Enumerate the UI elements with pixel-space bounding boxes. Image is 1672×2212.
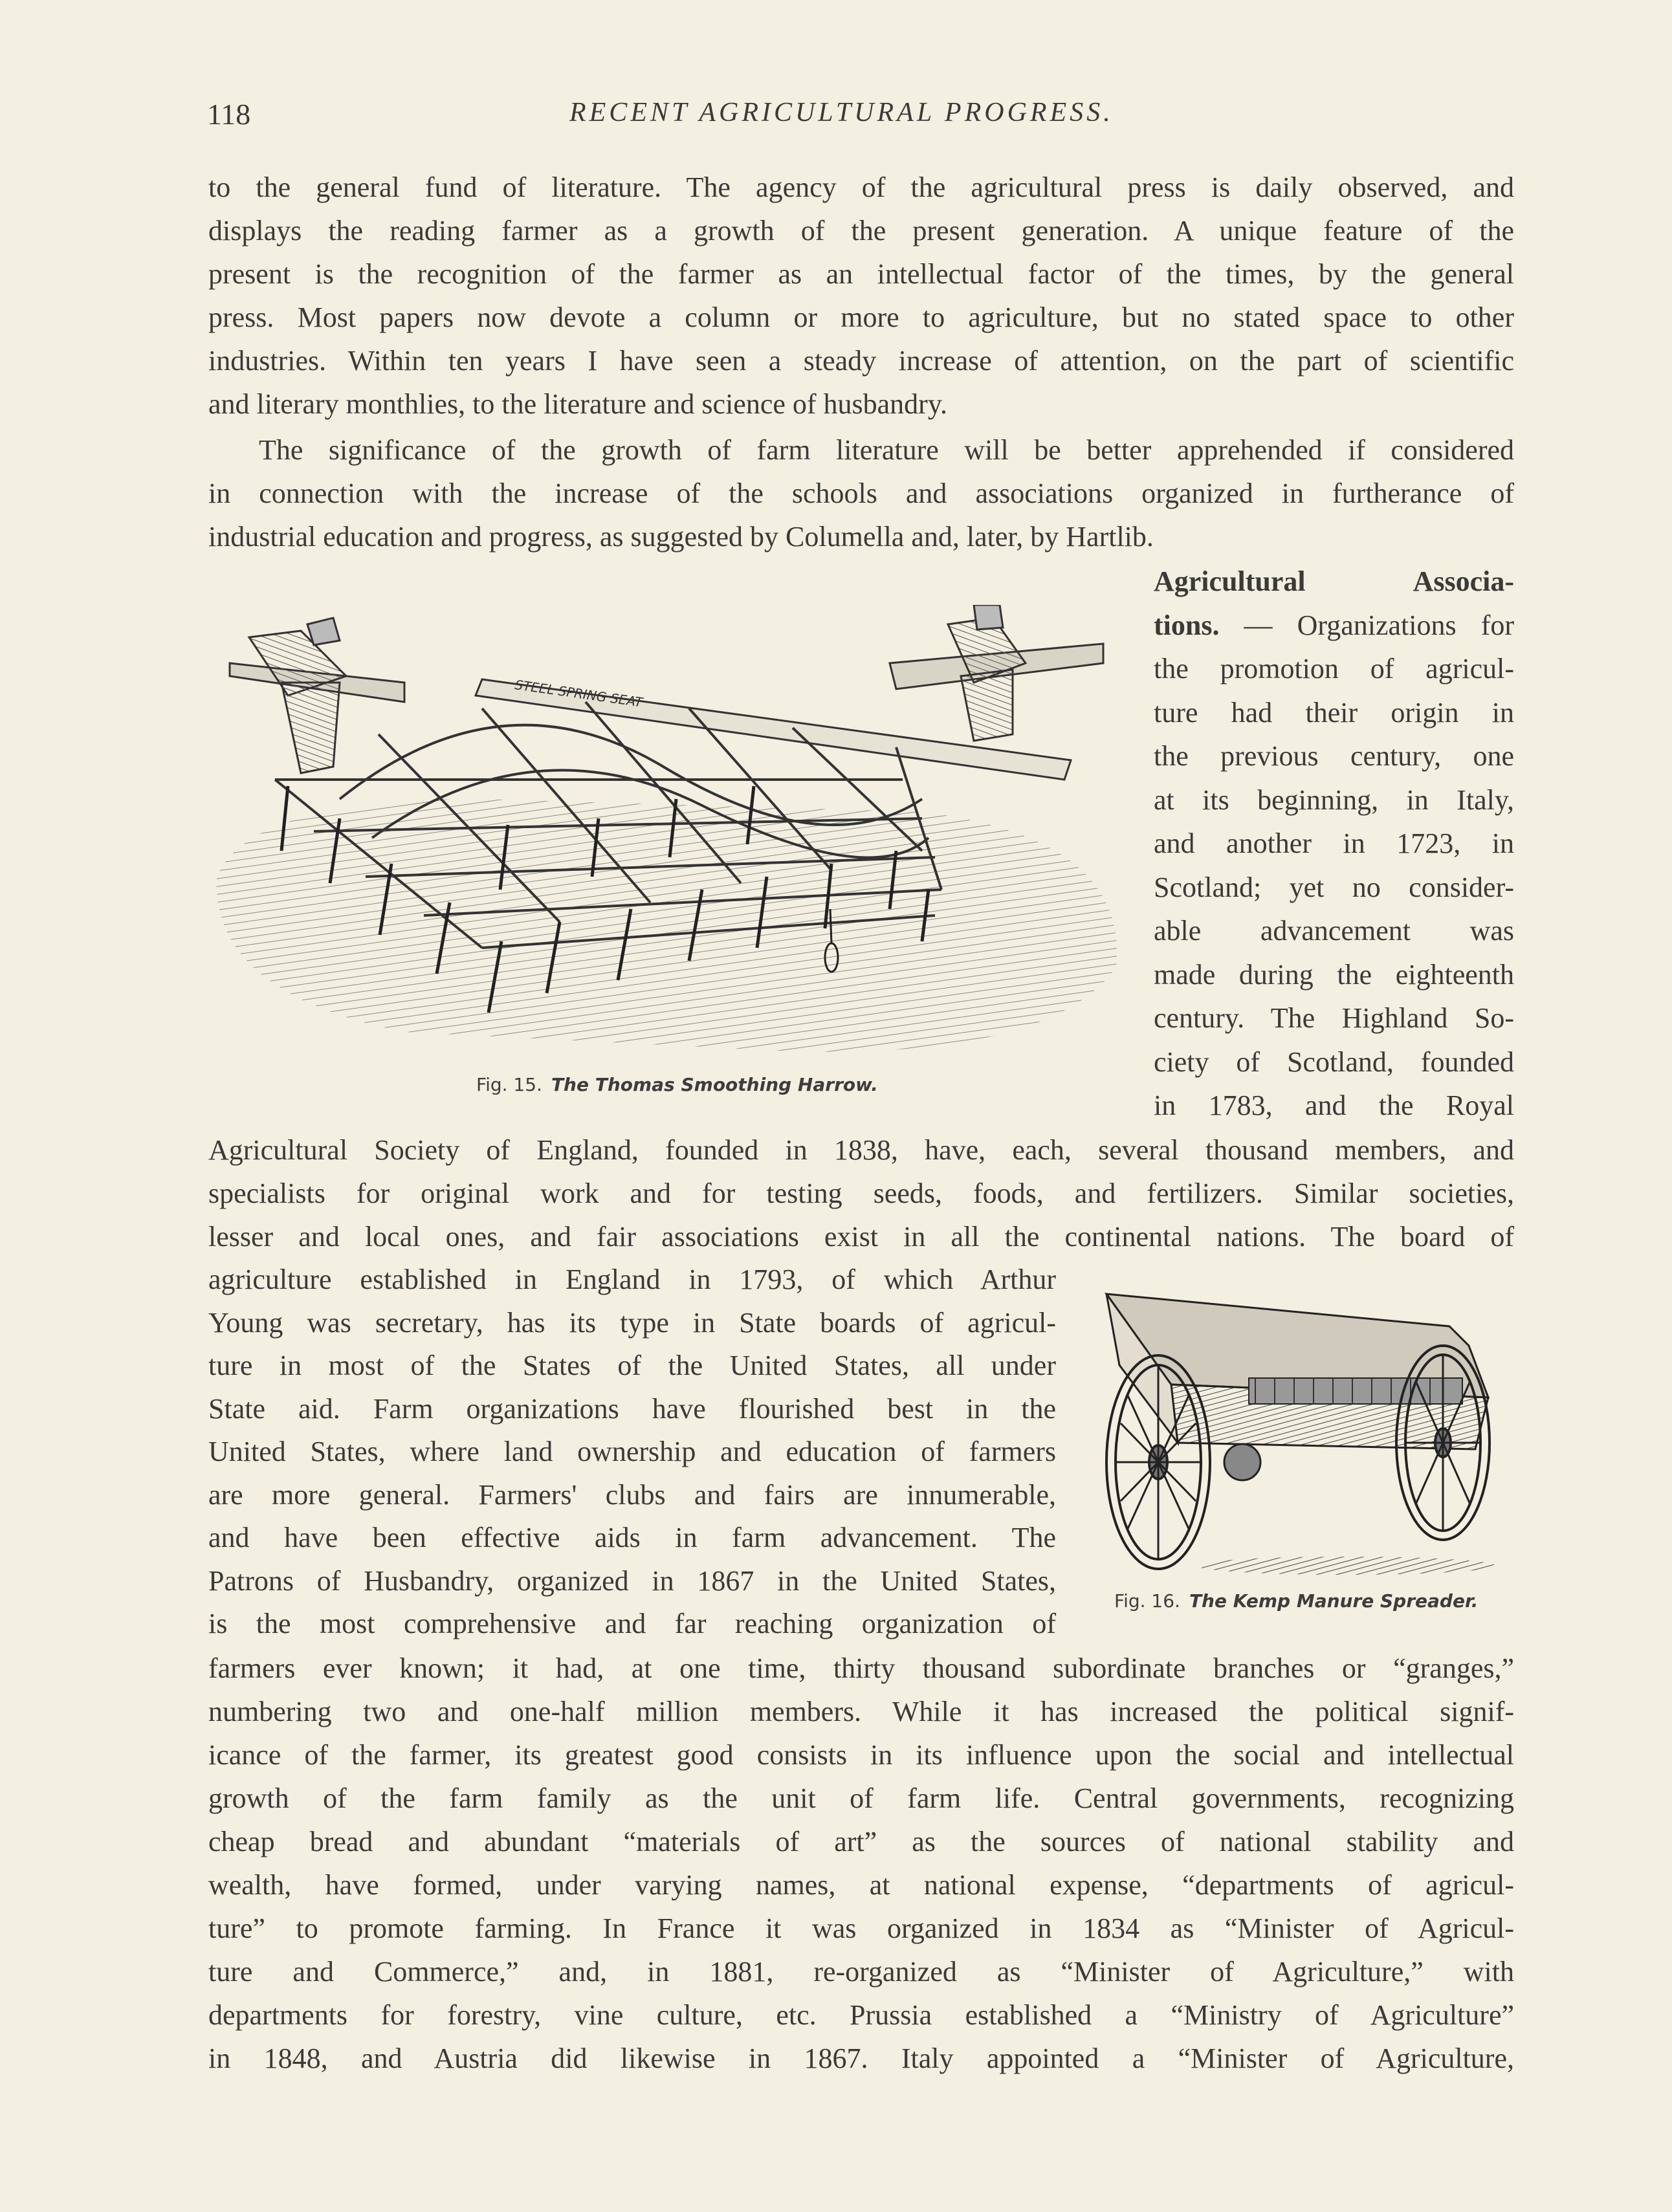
text-line: industries. Within ten years I have seen a steady increase of attention, on the part of scientific: [208, 345, 1514, 377]
text-line: Agricultural Society of England, founded in 1838, have, each, several thousand members, and: [208, 1134, 1514, 1166]
sidebar-line: in 1783, and the Royal: [1154, 1090, 1514, 1121]
text-line: Patrons of Husbandry, organized in 1867 in the United States,: [208, 1564, 1056, 1597]
paragraph-3: [208, 1128, 1514, 1258]
text-line: agriculture established in England in 1793, of which Arthur: [208, 1264, 1056, 1295]
sidebar-line: the promotion of agricul-: [1154, 653, 1514, 684]
page-number: 118: [207, 98, 251, 131]
sidebar-line: made during the eighteenth: [1154, 958, 1514, 991]
sidebar-line: ture had their origin in: [1154, 696, 1514, 728]
sidebar-line: [1154, 604, 1514, 648]
page-header: [207, 97, 1514, 136]
text-line: and have been effective aids in farm advancement. The: [208, 1522, 1056, 1553]
sidebar-heading-line: [1154, 560, 1514, 604]
text-line: ture” to promote farming. In France it was organized in 1834 as “Minister of Agricul-: [208, 1912, 1514, 1944]
sidebar-line: and another in 1723, in: [1154, 827, 1514, 859]
text-line: to the general fund of literature. The agency of the agricultural press is daily observed, and: [208, 171, 1514, 203]
text-line: specialists for original work and for testing seeds, foods, and fertilizers. Similar societies,: [208, 1177, 1514, 1209]
sidebar-line: at its beginning, in Italy,: [1154, 783, 1514, 816]
sidebar-line: able advancement was: [1154, 915, 1514, 947]
sidebar-line: Scotland; yet no consider-: [1154, 871, 1514, 903]
text-line: are more general. Farmers' clubs and fairs are innumerable,: [208, 1478, 1056, 1511]
figure-15-caption: [476, 1074, 878, 1095]
text-line: and literary monthlies, to the literature and science of husbandry.: [208, 388, 947, 420]
text-line: ture in most of the States of the United States, all under: [208, 1350, 1056, 1381]
figure-16-title: The Kemp Manure Spreader.: [1189, 1590, 1479, 1612]
running-head: RECENT AGRICULTURAL PROGRESS.: [569, 98, 1114, 127]
text-line: icance of the farmer, its greatest good consists in its influence upon the social and intellectual: [208, 1739, 1514, 1771]
sidebar-heading-cont: Associa-: [1413, 565, 1514, 597]
sidebar-heading: Agricultural: [1154, 565, 1306, 597]
sidebar-line: century. The Highland So-: [1154, 1002, 1514, 1034]
left-column-text: [208, 1258, 1056, 1646]
text-line: ture and Commerce,” and, in 1881, re-organized as “Minister of Agriculture,” with: [208, 1956, 1514, 1988]
text-line: industrial education and progress, as suggested by Columella and, later, by Hartlib.: [208, 521, 1154, 553]
sidebar-line-text: — Organizations for: [1244, 609, 1514, 641]
figure-16-number: Fig. 16.: [1114, 1590, 1180, 1612]
figure-15-title: The Thomas Smoothing Harrow.: [551, 1074, 878, 1095]
harrow-illustration: [210, 605, 1129, 1064]
text-line: numbering two and one-half million members. While it has increased the political signif-: [208, 1696, 1514, 1727]
sidebar-text-agricultural-associations: [1154, 560, 1514, 1128]
text-line: in connection with the increase of the schools and associations organized in furtherance of: [208, 477, 1514, 509]
text-line: The significance of the growth of farm literature will be better apprehended if considered: [259, 434, 1514, 466]
text-line: in 1848, and Austria did likewise in 1867. Italy appointed a “Minister of Agriculture,: [208, 2042, 1514, 2074]
paragraph-1: [208, 166, 1514, 426]
figure-16-caption: [1114, 1590, 1478, 1612]
text-line: United States, where land ownership and education of farmers: [208, 1436, 1056, 1467]
sidebar-heading-end: tions.: [1154, 609, 1220, 641]
text-line: farmers ever known; it had, at one time, thirty thousand subordinate branches or “granges,”: [208, 1652, 1514, 1684]
text-line: lesser and local ones, and fair associations exist in all the continental nations. The board of: [208, 1221, 1514, 1253]
text-line: present is the recognition of the farmer as an intellectual factor of the times, by the general: [208, 258, 1514, 290]
sidebar-line: the previous century, one: [1154, 740, 1514, 772]
text-line: growth of the farm family as the unit of farm life. Central governments, recognizing: [208, 1782, 1514, 1814]
text-line: press. Most papers now devote a column or more to agriculture, but no stated space to other: [208, 301, 1514, 333]
text-line: State aid. Farm organizations have flourished best in the: [208, 1392, 1056, 1425]
text-line: displays the reading farmer as a growth of the present generation. A unique feature of the: [208, 215, 1514, 246]
text-line: departments for forestry, vine culture, etc. Prussia established a “Ministry of Agriculture”: [208, 1999, 1514, 2031]
text-line: is the most comprehensive and far reaching organization of: [208, 1608, 1056, 1639]
sidebar-line: ciety of Scotland, founded: [1154, 1046, 1514, 1078]
text-line: wealth, have formed, under varying names, at national expense, “departments of agricul-: [208, 1869, 1514, 1901]
paragraph-2: [208, 428, 1514, 558]
seat-label: STEEL SPRING SEAT: [514, 677, 644, 710]
text-line: cheap bread and abundant “materials of art” as the sources of national stability and: [208, 1826, 1514, 1857]
text-line: Young was secretary, has its type in State boards of agricul-: [208, 1306, 1056, 1339]
paragraph-4: [208, 1647, 1514, 2080]
manure-spreader-illustration: [1087, 1287, 1514, 1585]
figure-15-number: Fig. 15.: [476, 1074, 542, 1095]
